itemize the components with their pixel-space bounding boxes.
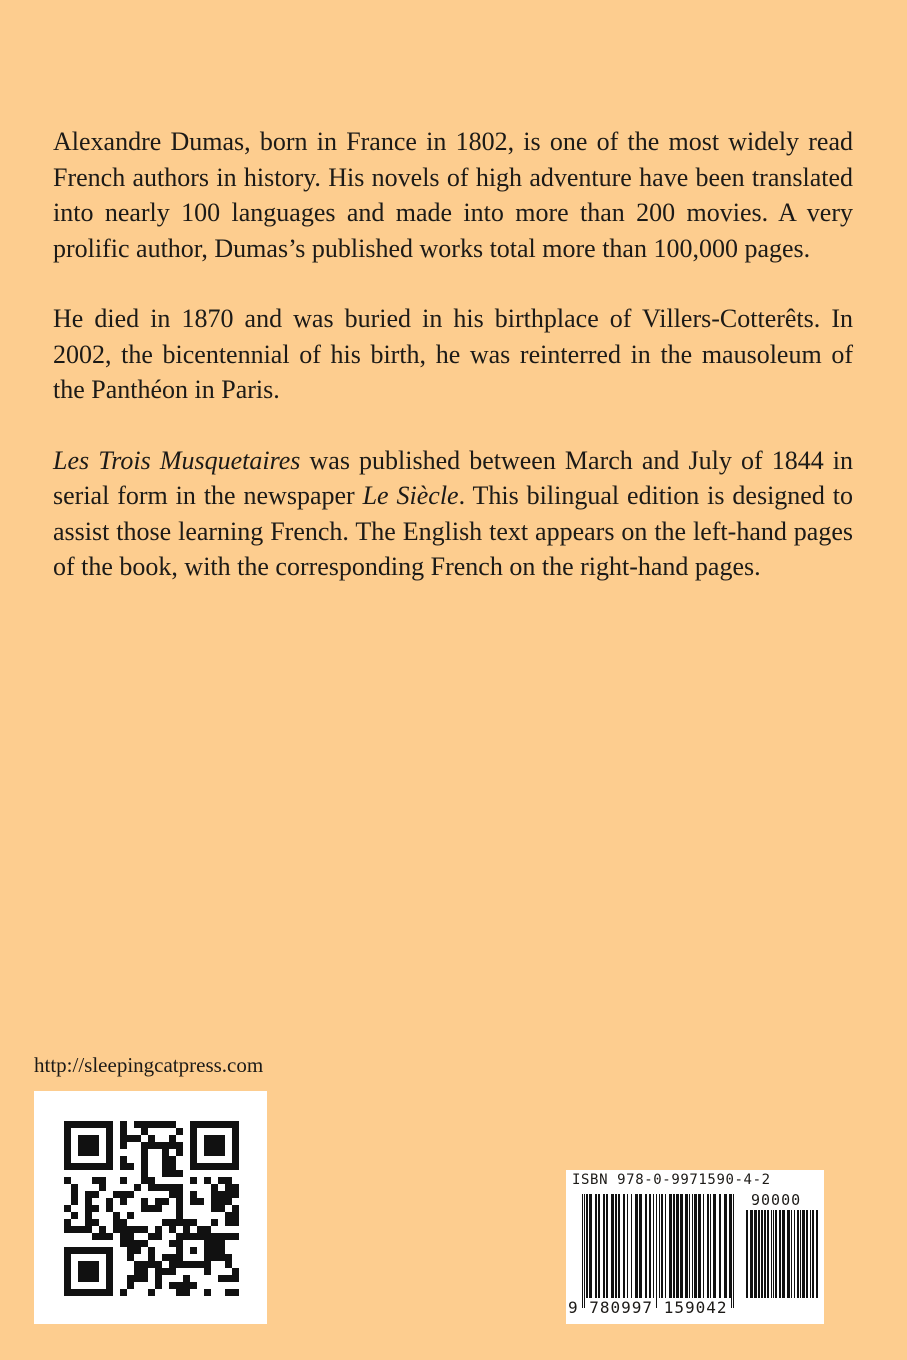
description-block [53, 124, 853, 620]
book-title: Les Trois Musquetaires [53, 445, 301, 475]
isbn-label: ISBN 978-0-9971590-4-2 [572, 1172, 771, 1188]
paragraph-edition [53, 443, 853, 585]
edition-text-2: . This bilingual edition is designed to assist those learning French. The English text appears on the left-hand pages of the book, with the corresponding French on the right-hand pages. [53, 481, 853, 581]
barcode-addon: 90000 [751, 1191, 802, 1209]
paragraph-biography: Alexandre Dumas, born in France in 1802, is one of the most widely read French authors in history. His novels of high adventure have been translated into nearly 100 languages and made into more than 200 movies. A very prolific author, Dumas’s published works total more than 100,000 pages. [53, 127, 853, 263]
qr-code-graphic [64, 1121, 239, 1296]
newspaper-title: Le Siècle [362, 481, 459, 510]
qr-code-icon [34, 1091, 267, 1324]
edition-text-1: was published between March and July of 1844 in serial form in the newspaper [53, 445, 854, 510]
barcode-icon [566, 1170, 824, 1324]
publisher-url[interactable]: http://sleepingcatpress.com [34, 1053, 264, 1077]
paragraph-death: He died in 1870 and was buried in his birthplace of Villers-Cotterêts. In 2002, the bicentennial of his birth, he was reinterred in the mausoleum of the Panthéon in Paris. [53, 304, 853, 404]
barcode-digits: 9 780997 159042 [568, 1298, 728, 1317]
